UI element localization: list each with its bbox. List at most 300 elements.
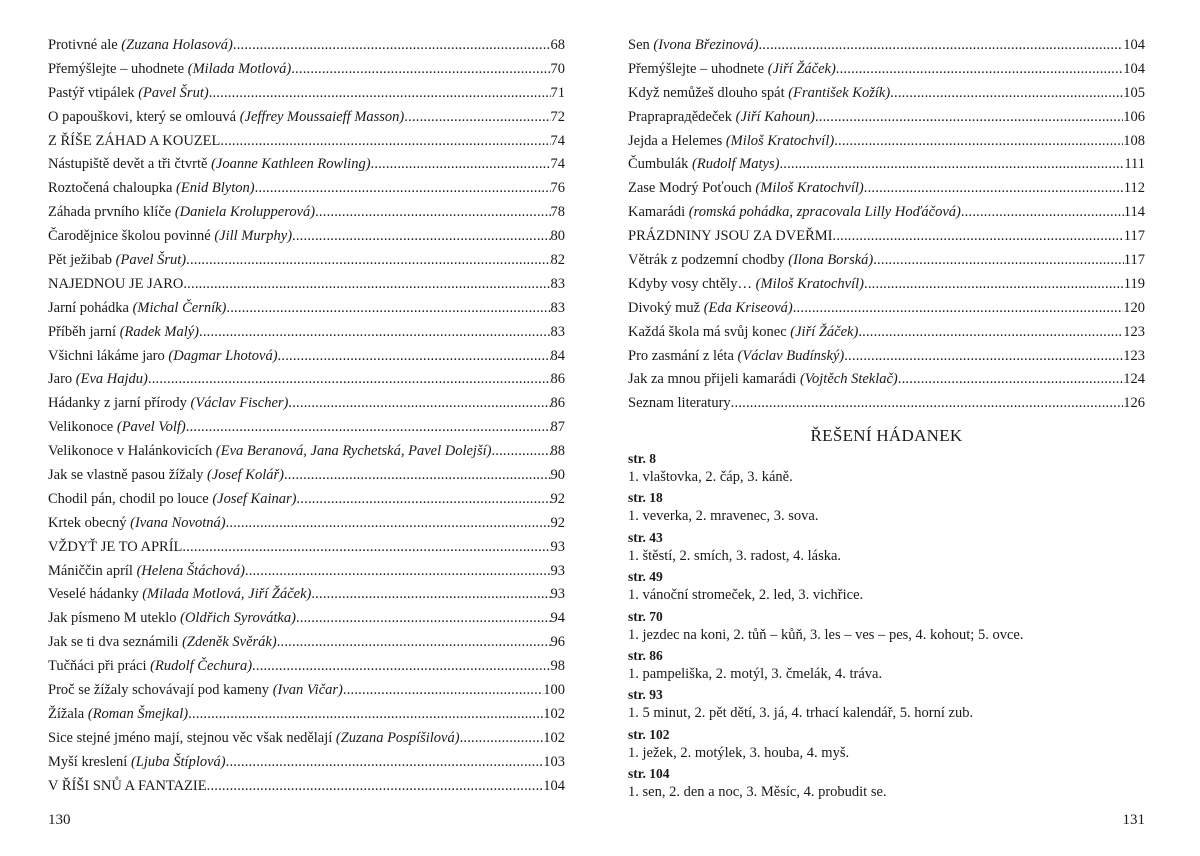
toc-entry-title: [48, 321, 199, 345]
toc-entry-author: (Milada Motlová): [187, 60, 292, 77]
toc-entry-title: [628, 249, 873, 273]
toc-title-text: Divoký muž: [628, 299, 701, 316]
toc-entry-page: 82: [550, 252, 565, 269]
toc-title-text: Myší kreslení: [48, 753, 128, 770]
toc-entry-page: 72: [550, 108, 565, 125]
dot-leader: [226, 512, 551, 536]
toc-entry-page: 102: [543, 729, 565, 746]
answer-block: [628, 489, 1145, 528]
dot-leader: [779, 153, 1124, 177]
toc-entry-page: 124: [1123, 371, 1145, 388]
page-number-left: 130: [48, 812, 71, 828]
toc-entry-page: 106: [1123, 108, 1145, 125]
answer-block: [628, 686, 1145, 725]
dot-leader: [311, 583, 550, 607]
toc-entry: [48, 82, 565, 106]
toc-entry-title: [48, 655, 252, 679]
dot-leader: [183, 273, 550, 297]
toc-title-text: Jaro: [48, 371, 73, 388]
toc-entry: [48, 225, 565, 249]
answer-page-ref: str. 93: [628, 687, 663, 703]
toc-entry: [48, 464, 565, 488]
toc-entry-page: 83: [550, 323, 565, 340]
toc-entry-author: (Roman Šmejkal): [87, 705, 189, 722]
toc-entry: [48, 392, 565, 416]
toc-entry-page: 117: [1123, 228, 1145, 245]
answer-block: [628, 765, 1145, 804]
toc-entry-title: [48, 177, 255, 201]
toc-entry-title: [628, 392, 731, 416]
toc-entry-page: 126: [1123, 395, 1145, 412]
toc-entry-author: (Jeffrey Moussaieff Masson): [239, 108, 405, 125]
answer-page-ref: str. 86: [628, 647, 663, 663]
toc-entry: [628, 177, 1145, 201]
toc-entry-page: 102: [543, 705, 565, 722]
toc-title-text: Čumbulák: [628, 156, 689, 173]
toc-entry-title: [48, 583, 311, 607]
toc-entry-title: [628, 106, 815, 130]
toc-entry-author: (Ilona Borská): [788, 252, 874, 269]
toc-entry-author: (Vojtěch Steklač): [799, 371, 898, 388]
answer-page-ref: str. 18: [628, 490, 663, 506]
dot-leader: [858, 321, 1123, 345]
toc-entry: [628, 130, 1145, 154]
dot-leader: [815, 106, 1123, 130]
toc-entry-author: (Daniela Krolupperová): [174, 204, 316, 221]
toc-entry: [628, 273, 1145, 297]
toc-entry-author: (Miloš Kratochvíl): [725, 132, 835, 149]
dot-leader: [199, 321, 551, 345]
toc-entry-author: (Jiří Kahoun): [735, 108, 815, 125]
dot-leader: [371, 153, 551, 177]
toc-title-text: Jejda a Helemes: [628, 132, 723, 149]
answer-block: [628, 726, 1145, 765]
toc-entry-title: [48, 153, 371, 177]
toc-entry-author: (Michal Černík): [132, 299, 227, 316]
toc-entry-page: 76: [550, 180, 565, 197]
toc-entry-title: [48, 464, 284, 488]
toc-entry-title: [628, 321, 858, 345]
toc-entry-author: (Miloš Kratochvíl): [755, 275, 865, 292]
toc-entry-author: (Radek Malý): [119, 323, 199, 340]
toc-entry-page: 74: [550, 132, 565, 149]
toc-title-text: Proč se žížaly schovávají pod kameny: [48, 682, 270, 699]
table-of-contents-right: [628, 34, 1145, 416]
toc-entry: [48, 321, 565, 345]
toc-entry-title: [48, 345, 278, 369]
toc-title-text: Krtek obecný: [48, 514, 127, 531]
toc-title-text: Jak se vlastně pasou žížaly: [48, 467, 204, 484]
dot-leader: [288, 392, 550, 416]
toc-entry-page: 90: [550, 467, 565, 484]
toc-entry-title: [628, 153, 779, 177]
dot-leader: [833, 225, 1124, 249]
answer-text: 1. vánoční stromeček, 2. led, 3. vichřice.: [628, 587, 864, 604]
toc-entry-author: (Joanne Kathleen Rowling): [211, 156, 371, 173]
toc-entry-page: 83: [550, 299, 565, 316]
toc-title-text: Záhada prvního klíče: [48, 204, 172, 221]
toc-entry: [628, 392, 1145, 416]
toc-entry-author: (Milada Motlová, Jiří Žáček): [142, 586, 312, 603]
dot-leader: [245, 560, 551, 584]
toc-title-text: Jak písmeno M uteklo: [48, 610, 177, 627]
toc-title-text: Když nemůžeš dlouho spát: [628, 84, 785, 101]
toc-title-text: Kamarádi: [628, 204, 686, 221]
dot-leader: [278, 345, 551, 369]
toc-title-text: Pastýř vtipálek: [48, 84, 135, 101]
toc-title-text: Pro zasmání z léta: [628, 347, 734, 364]
toc-entry-page: 86: [550, 395, 565, 412]
dot-leader: [291, 58, 550, 82]
toc-entry-page: 105: [1123, 84, 1145, 101]
toc-title-text: Nástupiště devět a tři čtvrtě: [48, 156, 208, 173]
dot-leader: [961, 201, 1124, 225]
toc-entry-title: [628, 201, 961, 225]
dot-leader: [182, 536, 550, 560]
toc-entry: [48, 297, 565, 321]
answer-block: [628, 647, 1145, 686]
toc-entry-page: 104: [543, 777, 565, 794]
toc-entry-page: 120: [1123, 299, 1145, 316]
toc-title-text: Každá škola má svůj konec: [628, 323, 787, 340]
toc-entry: [628, 58, 1145, 82]
toc-title-text: Veselé hádanky: [48, 586, 139, 603]
toc-title-text: PRÁZDNINY JSOU ZA DVEŘMI: [628, 228, 833, 245]
answer-block: [628, 568, 1145, 607]
toc-entry-page: 88: [550, 443, 565, 460]
toc-entry: [48, 703, 565, 727]
toc-entry-title: [48, 631, 277, 655]
answer-page-ref: str. 70: [628, 608, 663, 624]
toc-title-text: Žížala: [48, 705, 85, 722]
toc-title-text: Čarodějnice školou povinné: [48, 228, 211, 245]
toc-entry: [628, 82, 1145, 106]
toc-entry-title: [48, 536, 182, 560]
toc-entry-title: [48, 58, 291, 82]
toc-entry: [48, 607, 565, 631]
toc-title-text: Mániččin apríl: [48, 562, 133, 579]
toc-entry-page: 104: [1123, 37, 1145, 53]
toc-entry-title: [48, 416, 186, 440]
toc-entry-page: 93: [550, 562, 565, 579]
toc-entry: [628, 345, 1145, 369]
toc-title-text: Chodil pán, chodil po louce: [48, 490, 209, 507]
answer-page-ref: str. 102: [628, 726, 670, 742]
toc-entry-page: 100: [543, 682, 565, 699]
toc-entry-title: [48, 273, 183, 297]
toc-entry-title: [628, 297, 793, 321]
toc-entry: [48, 775, 565, 799]
answer-text: 1. vlaštovka, 2. čáp, 3. káně.: [628, 469, 793, 485]
toc-entry: [48, 440, 565, 464]
toc-entry-author: (Pavel Volf): [116, 419, 186, 436]
toc-entry: [628, 321, 1145, 345]
toc-title-text: Tučňáci při práci: [48, 658, 147, 675]
answer-block: [628, 529, 1145, 568]
toc-entry-title: [48, 297, 226, 321]
dot-leader: [404, 106, 550, 130]
toc-entry: [48, 583, 565, 607]
toc-entry-author: (Miloš Kratochvíl): [755, 180, 864, 197]
dot-leader: [226, 297, 550, 321]
toc-entry-author: (Ivan Vičar): [272, 682, 343, 699]
toc-entry-author: (Ivona Březinová): [653, 37, 759, 53]
dot-leader: [209, 82, 551, 106]
puzzle-answers-section: [628, 424, 1145, 805]
toc-entry: [628, 153, 1145, 177]
toc-entry-title: [48, 106, 404, 130]
toc-entry-author: (Eva Beranová, Jana Rychetská, Pavel Dolejší): [215, 443, 492, 460]
dot-leader: [343, 679, 543, 703]
toc-title-text: NAJEDNOU JE JARO: [48, 275, 184, 292]
dot-leader: [296, 607, 551, 631]
toc-title-text: Sice stejné jméno mají, stejnou věc však nedělají: [48, 729, 333, 746]
dot-leader: [731, 392, 1124, 416]
toc-entry-page: 93: [550, 586, 565, 603]
toc-title-text: Přemýšlejte – uhodnete: [628, 60, 765, 77]
toc-entry: [628, 297, 1145, 321]
toc-entry-author: (Ljuba Štíplová): [130, 753, 226, 770]
toc-entry-author: (Pavel Šrut): [138, 84, 209, 101]
toc-entry-author: (Enid Blyton): [176, 180, 255, 197]
toc-title-text: Příběh jarní: [48, 323, 117, 340]
toc-entry-title: [48, 607, 296, 631]
toc-title-text: Přemýšlejte – uhodnete: [48, 60, 185, 77]
toc-title-text: Z ŘÍŠE ZÁHAD A KOUZEL: [48, 132, 221, 149]
dot-leader: [148, 368, 551, 392]
toc-entry-author: (Václav Budínský): [737, 347, 845, 364]
toc-entry-page: 70: [550, 60, 565, 77]
toc-entry-title: [48, 225, 292, 249]
toc-title-text: Jak se ti dva seznámili: [48, 634, 179, 651]
dot-leader: [890, 82, 1123, 106]
toc-entry-title: [628, 177, 864, 201]
dot-leader: [277, 631, 551, 655]
answer-page-ref: str. 8: [628, 451, 657, 466]
toc-entry-author: (Josef Kainar): [212, 490, 297, 507]
toc-entry: [48, 273, 565, 297]
dot-leader: [491, 440, 550, 464]
dot-leader: [226, 751, 544, 775]
toc-entry-page: 83: [550, 275, 565, 292]
dot-leader: [873, 249, 1124, 273]
toc-entry-author: (Dagmar Lhotová): [168, 347, 278, 364]
toc-entry-author: (Ivana Novotná): [130, 514, 226, 531]
answer-text: 1. štěstí, 2. smích, 3. radost, 4. láska.: [628, 547, 842, 564]
right-page: [600, 0, 1200, 856]
toc-entry-page: 104: [1123, 60, 1145, 77]
toc-entry-author: (Eva Hajdu): [75, 371, 148, 388]
toc-entry-title: [628, 225, 833, 249]
toc-title-text: Větrák z podzemní chodby: [628, 252, 785, 269]
answer-text: 1. veverka, 2. mravenec, 3. sova.: [628, 508, 819, 525]
toc-entry-page: 84: [550, 347, 565, 364]
toc-entry-title: [48, 34, 233, 58]
dot-leader: [292, 225, 550, 249]
toc-entry-title: [628, 34, 758, 58]
toc-entry: [628, 249, 1145, 273]
toc-entry-title: [48, 249, 186, 273]
toc-entry-page: 117: [1123, 252, 1145, 269]
toc-entry: [48, 512, 565, 536]
toc-entry-title: [48, 679, 343, 703]
toc-entry-page: 93: [550, 538, 565, 555]
toc-title-text: Zase Modrý Poťouch: [628, 180, 752, 197]
toc-entry: [48, 655, 565, 679]
answer-block: [628, 450, 1145, 489]
toc-title-text: Sen: [628, 37, 650, 53]
dot-leader: [834, 130, 1123, 154]
toc-entry-author: (Rudolf Matys): [692, 156, 780, 173]
toc-entry-page: 108: [1123, 132, 1145, 149]
dot-leader: [898, 368, 1123, 392]
toc-entry-author: (Josef Kolář): [207, 467, 284, 484]
toc-title-text: Jarní pohádka: [48, 299, 129, 316]
toc-entry-title: [48, 703, 188, 727]
answer-text: 1. jezdec na koni, 2. tůň – kůň, 3. les – ves – pes, 4. kohout; 5. ovce.: [628, 626, 1024, 643]
toc-entry-page: 112: [1123, 180, 1145, 197]
toc-entry-title: [628, 368, 898, 392]
answer-page-ref: str. 49: [628, 569, 663, 585]
toc-entry-page: 86: [550, 371, 565, 388]
toc-entry: [628, 225, 1145, 249]
toc-entry: [48, 368, 565, 392]
toc-entry-page: 96: [550, 634, 565, 651]
toc-entry: [48, 106, 565, 130]
toc-entry-author: (Václav Fischer): [190, 395, 289, 412]
toc-entry: [628, 34, 1145, 58]
toc-title-text: Kdyby vosy chtěly…: [628, 275, 753, 292]
dot-leader: [188, 703, 543, 727]
toc-entry-page: 87: [550, 419, 565, 436]
toc-entry-page: 80: [550, 228, 565, 245]
toc-entry-page: 98: [550, 658, 565, 675]
toc-entry-title: [48, 440, 491, 464]
toc-title-text: Pět ježibab: [48, 252, 113, 269]
toc-entry-page: 71: [550, 84, 565, 101]
toc-title-text: Seznam literatury: [628, 395, 731, 412]
toc-entry: [48, 416, 565, 440]
toc-entry: [48, 58, 565, 82]
toc-entry-title: [48, 512, 226, 536]
page-number-right: 131: [1122, 812, 1145, 828]
toc-entry: [48, 345, 565, 369]
dot-leader: [252, 655, 550, 679]
toc-entry-title: [48, 368, 148, 392]
toc-entry: [48, 727, 565, 751]
toc-entry: [48, 560, 565, 584]
dot-leader: [233, 34, 551, 58]
table-of-contents-left: [48, 34, 565, 799]
toc-entry-author: (Zuzana Pospíšilová): [335, 729, 460, 746]
dot-leader: [836, 58, 1123, 82]
dot-leader: [864, 177, 1124, 201]
dot-leader: [186, 416, 551, 440]
answer-page-ref: str. 43: [628, 529, 663, 545]
toc-entry-author: (Zdeněk Svěrák): [182, 634, 277, 651]
toc-title-text: Jak za mnou přijeli kamarádi: [628, 371, 797, 388]
dot-leader: [793, 297, 1124, 321]
toc-entry-title: [628, 345, 844, 369]
toc-entry-title: [48, 392, 288, 416]
dot-leader: [758, 34, 1123, 58]
answers-heading: ŘEŠENÍ HÁDANEK: [810, 426, 963, 445]
toc-entry-author: (Rudolf Čechura): [150, 658, 253, 675]
toc-entry-page: 68: [550, 37, 565, 53]
answer-block: [628, 608, 1145, 647]
toc-entry-title: [48, 82, 209, 106]
toc-title-text: VŽDYŤ JE TO APRÍL: [48, 538, 183, 555]
toc-entry-title: [628, 130, 834, 154]
toc-entry-title: [48, 488, 296, 512]
toc-title-text: Velikonoce: [48, 419, 114, 436]
toc-entry-author: (romská pohádka, zpracovala Lilly Hoďáčová): [688, 204, 961, 221]
toc-entry: [48, 130, 565, 154]
toc-entry: [628, 201, 1145, 225]
toc-entry: [48, 153, 565, 177]
toc-title-text: Hádanky z jarní přírody: [48, 395, 187, 412]
dot-leader: [255, 177, 551, 201]
toc-entry-title: [628, 58, 836, 82]
dot-leader: [186, 249, 550, 273]
dot-leader: [844, 345, 1123, 369]
dot-leader: [284, 464, 551, 488]
dot-leader: [220, 130, 550, 154]
toc-title-text: Protivné ale: [48, 37, 118, 53]
toc-entry: [48, 34, 565, 58]
toc-entry: [48, 751, 565, 775]
toc-entry-title: [48, 727, 460, 751]
toc-entry: [48, 679, 565, 703]
toc-entry: [48, 631, 565, 655]
toc-entry-author: (Pavel Šrut): [115, 252, 187, 269]
toc-entry-title: [48, 775, 207, 799]
toc-entry-author: (Jill Murphy): [214, 228, 293, 245]
toc-entry-page: 123: [1123, 323, 1145, 340]
toc-title-text: Roztočená chaloupka: [48, 180, 173, 197]
toc-title-text: Prapraprадědeček: [628, 108, 732, 125]
toc-entry-author: (Zuzana Holasová): [121, 37, 233, 53]
dot-leader: [296, 488, 550, 512]
toc-entry-page: 114: [1123, 204, 1145, 221]
answer-page-ref: str. 104: [628, 766, 670, 782]
toc-entry-page: 94: [550, 610, 565, 627]
toc-entry-title: [628, 273, 864, 297]
toc-entry-page: 92: [550, 490, 565, 507]
answer-text: 1. sen, 2. den a noc, 3. Měsíc, 4. probudit se.: [628, 784, 887, 801]
toc-entry-author: (Oldřich Syrovátka): [180, 610, 296, 627]
toc-entry-title: [48, 560, 245, 584]
toc-entry-page: 123: [1123, 347, 1145, 364]
toc-entry-page: 78: [550, 204, 565, 221]
toc-entry-title: [48, 751, 226, 775]
answer-text: 1. ježek, 2. motýlek, 3. houba, 4. myš.: [628, 744, 850, 761]
toc-entry-title: [48, 130, 220, 154]
dot-leader: [207, 775, 544, 799]
toc-entry-author: (Helena Štáchová): [136, 562, 245, 579]
toc-entry-page: 103: [543, 753, 565, 770]
toc-entry: [628, 368, 1145, 392]
toc-entry-author: (František Kožík): [788, 84, 891, 101]
toc-entry: [48, 249, 565, 273]
answer-text: 1. pampeliška, 2. motýl, 3. čmelák, 4. tráva.: [628, 665, 883, 682]
dot-leader: [315, 201, 550, 225]
toc-entry: [48, 536, 565, 560]
toc-entry-author: (Eda Kriseová): [703, 299, 793, 316]
toc-entry-author: (Jiří Žáček): [790, 323, 859, 340]
dot-leader: [864, 273, 1124, 297]
toc-entry-page: 92: [550, 514, 565, 531]
